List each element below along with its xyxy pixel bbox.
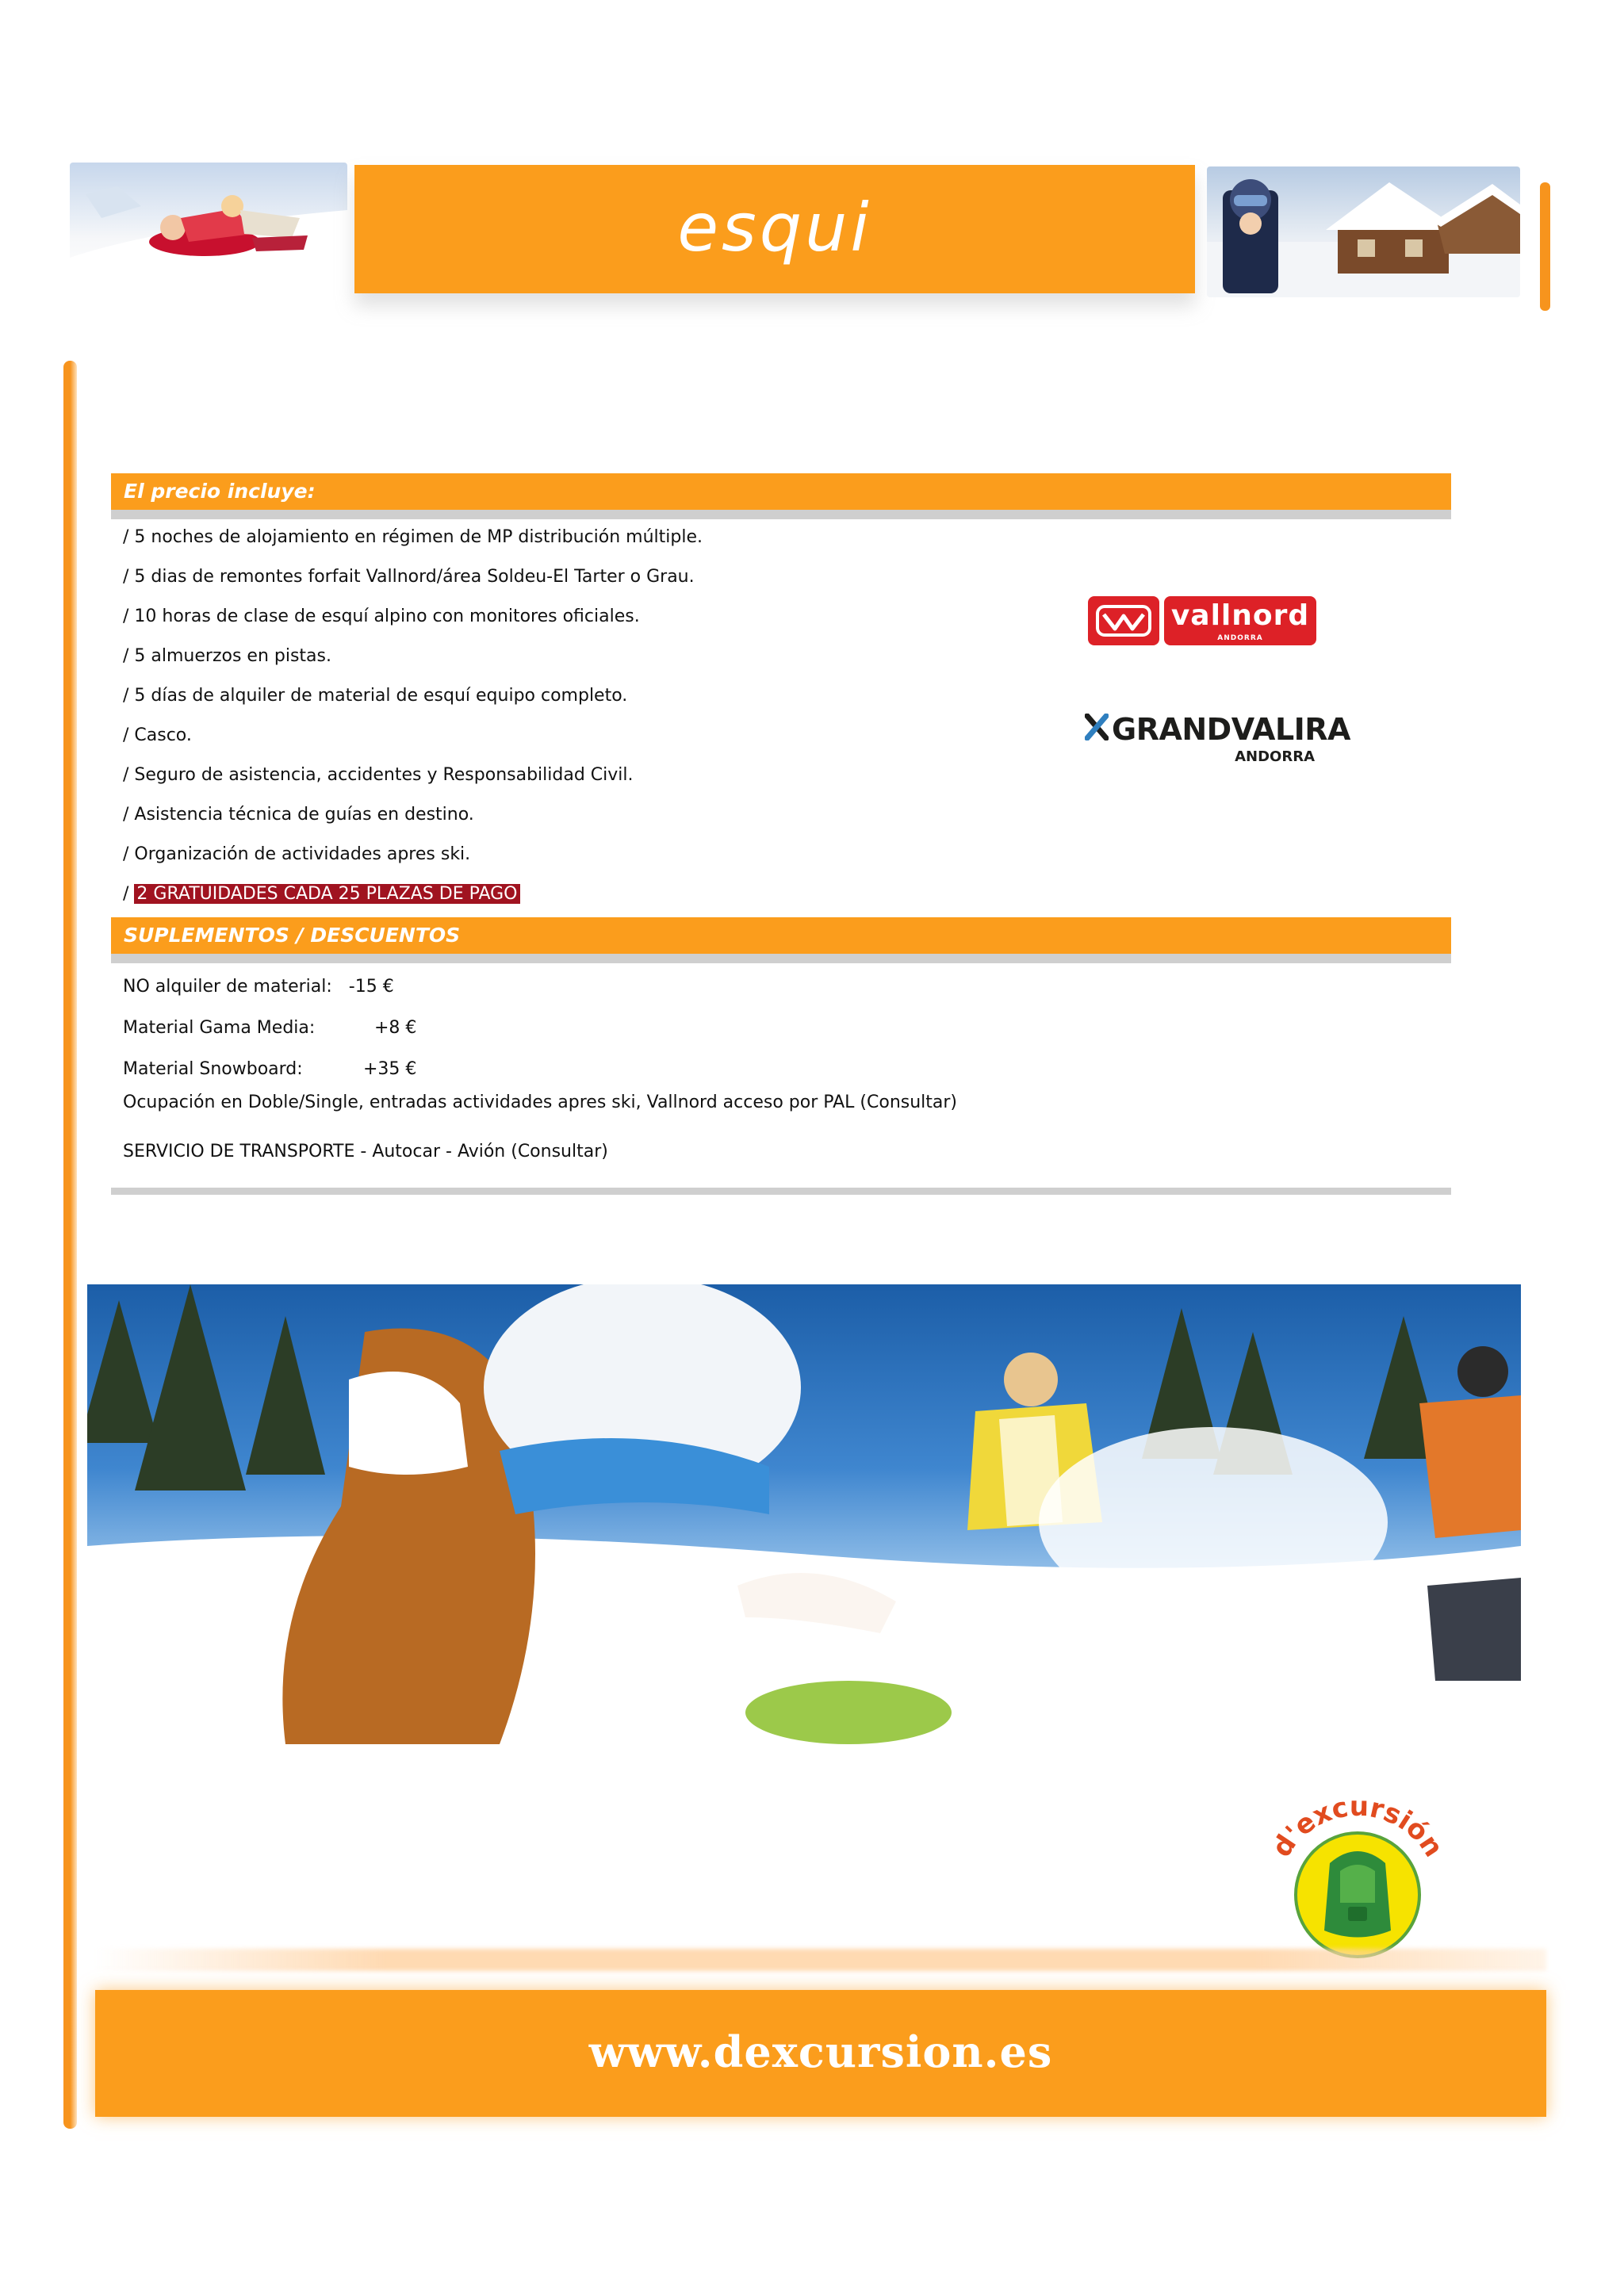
vallnord-word: vallnord — [1170, 599, 1310, 632]
grandvalira-word: GRANDVALIRA — [1112, 712, 1350, 747]
section-divider — [111, 1188, 1451, 1195]
supplements-section-header — [111, 917, 1451, 963]
supplements-section-title: SUPLEMENTOS / DESCUENTOS — [124, 924, 461, 947]
included-item: / Seguro de asistencia, accidentes y Responsabilidad Civil. — [123, 765, 634, 785]
header-accent-stripe — [1540, 182, 1550, 311]
vallnord-wordmark — [1164, 596, 1316, 645]
page-title: esqui — [677, 189, 872, 266]
supplement-row — [123, 1059, 416, 1079]
included-section-title: El precio incluye: — [124, 480, 316, 503]
supplement-label: Material Snowboard: — [123, 1059, 303, 1079]
snow-play-photo — [87, 1284, 1521, 1744]
included-item: / Organización de actividades apres ski. — [123, 844, 471, 864]
supplement-label: Material Gama Media: — [123, 1018, 316, 1038]
dexcursion-arc-text: d'excursión — [1266, 1790, 1450, 1863]
website-link[interactable]: www.dexcursion.es — [588, 2026, 1053, 2077]
header-photo-chalet — [1207, 166, 1520, 297]
highlight-prefix: / — [123, 884, 129, 904]
vallnord-sub: ANDORRA — [1217, 634, 1263, 642]
included-item: / Asistencia técnica de guías en destino. — [123, 805, 474, 825]
grandvalira-sub: ANDORRA — [1235, 748, 1315, 765]
free-places-highlight: 2 GRATUIDADES CADA 25 PLAZAS DE PAGO — [134, 884, 519, 904]
included-item: / 10 horas de clase de esquí alpino con monitores oficiales. — [123, 607, 640, 626]
included-item-highlight — [123, 884, 520, 904]
included-item: / 5 noches de alojamiento en régimen de MP distribución múltiple. — [123, 527, 703, 547]
title-banner — [354, 165, 1195, 293]
footer-glow — [95, 1949, 1546, 1971]
supplement-row — [123, 977, 394, 997]
grandvalira-x-icon — [1085, 714, 1109, 740]
footer-banner — [95, 1990, 1546, 2117]
left-accent-rail — [63, 361, 77, 2129]
included-item: / 5 días de alquiler de material de esquí equipo completo. — [123, 686, 628, 706]
supplement-value: +8 € — [374, 1018, 417, 1038]
supplement-value: +35 € — [363, 1059, 417, 1079]
included-section-header — [111, 473, 1451, 519]
vallnord-mark-icon — [1088, 596, 1159, 645]
vallnord-logo — [1088, 596, 1316, 645]
included-item: / 5 almuerzos en pistas. — [123, 646, 331, 666]
supplement-note: Ocupación en Doble/Single, entradas actividades apres ski, Vallnord acceso por PAL (Consultar) — [123, 1093, 958, 1112]
included-item: / Casco. — [123, 725, 192, 745]
grandvalira-logo — [1085, 712, 1350, 767]
dexcursion-logo — [1254, 1776, 1461, 1966]
supplement-row — [123, 1018, 416, 1038]
transport-note: SERVICIO DE TRANSPORTE - Autocar - Avión (Consultar) — [123, 1142, 608, 1161]
supplement-label: NO alquiler de material: — [123, 977, 332, 997]
header-photo-sledding — [70, 163, 347, 285]
supplement-value: -15 € — [348, 977, 394, 997]
included-item: / 5 dias de remontes forfait Vallnord/área Soldeu-El Tarter o Grau. — [123, 567, 695, 587]
